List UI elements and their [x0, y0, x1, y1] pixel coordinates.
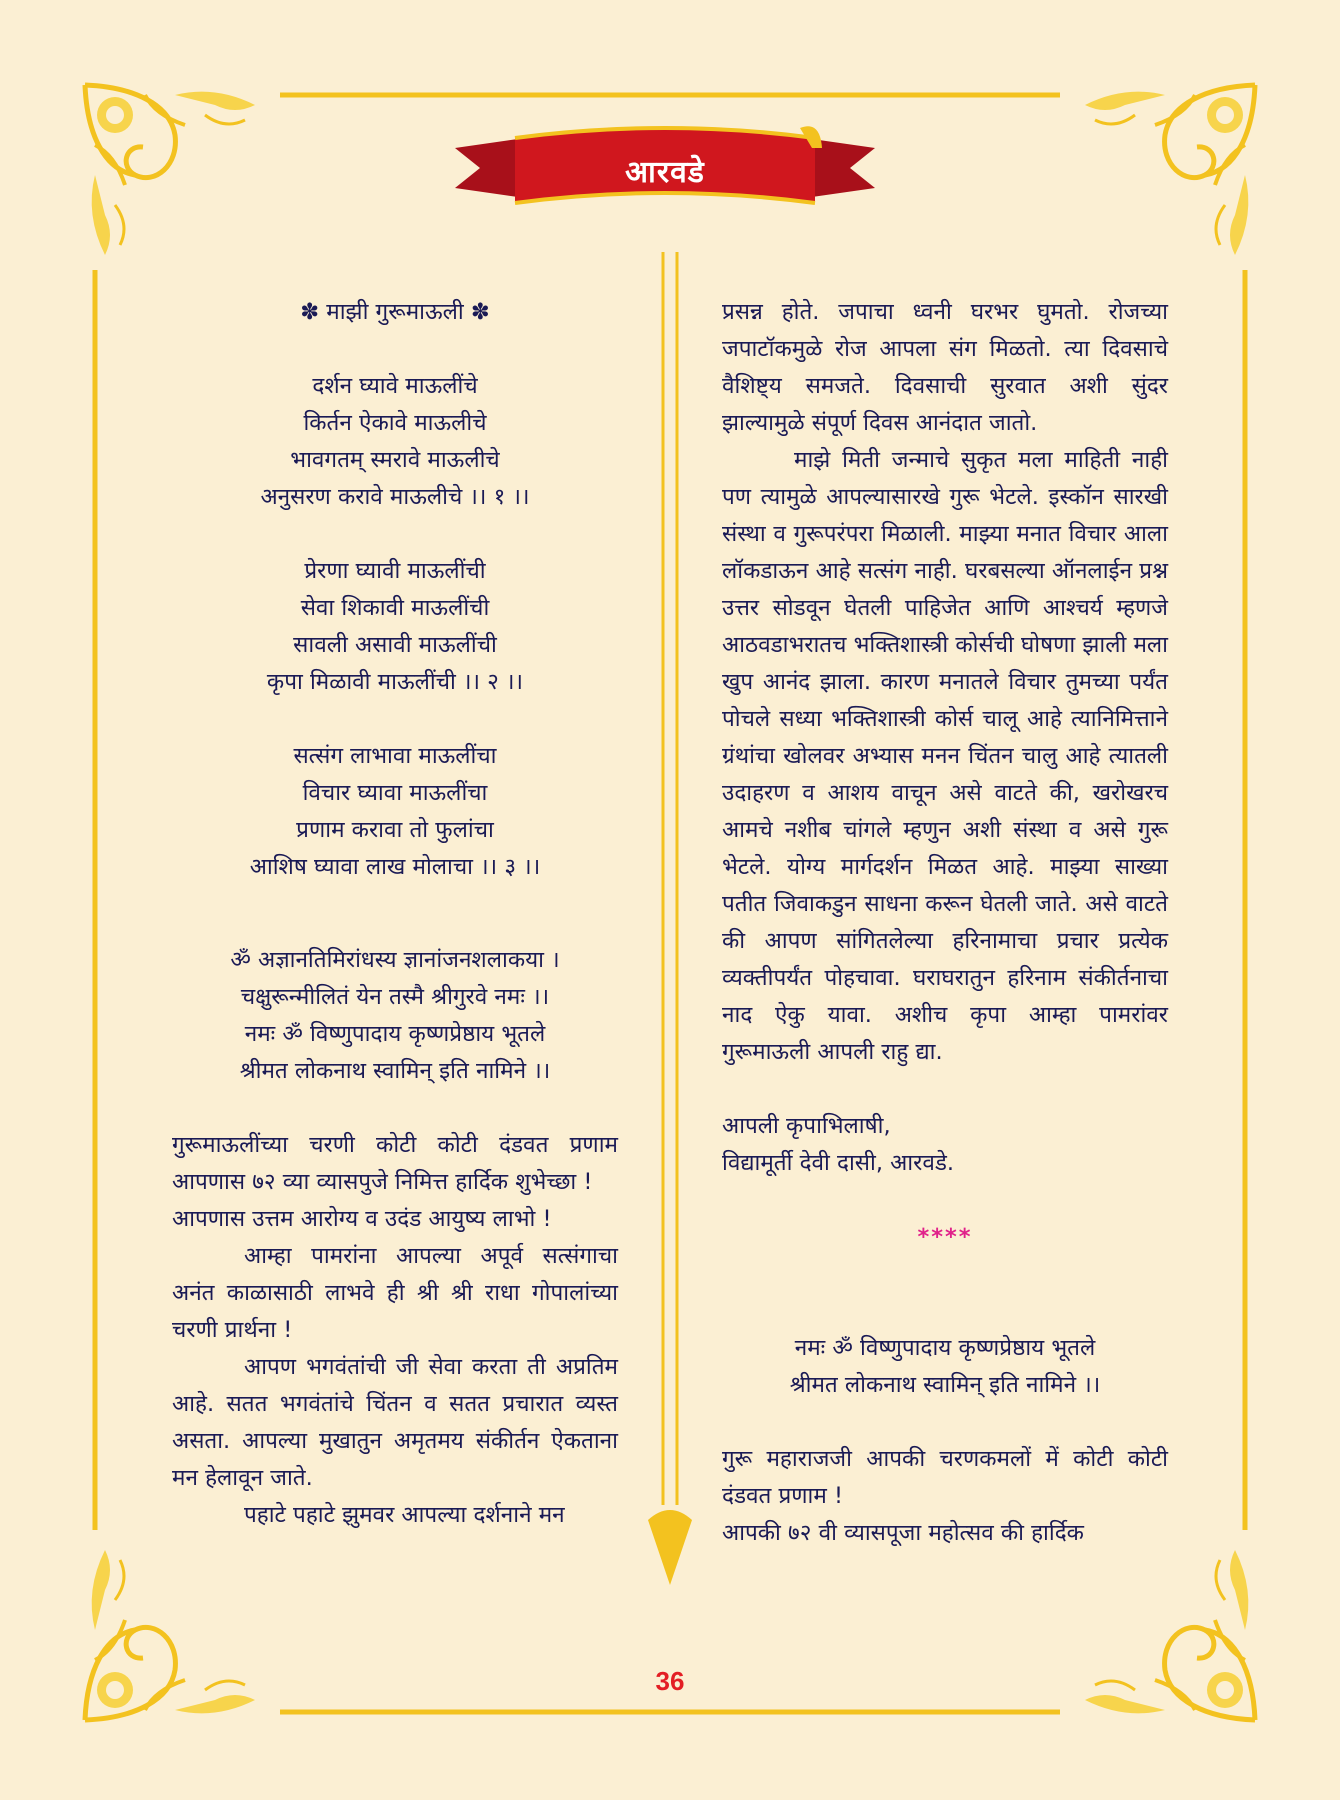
- poem-line: दर्शन घ्यावे माऊलींचे: [312, 373, 478, 399]
- mantra-line: ॐ अज्ञानतिमिरांधस्य ज्ञानांजनशलाकया ।: [230, 947, 560, 973]
- hindi-paragraph: आपकी ७२ वी व्यासपूजा महोत्सव की हार्दिक: [722, 1520, 1084, 1546]
- poem-line: अनुसरण करावे माऊलीचे ।। १ ।।: [260, 484, 530, 510]
- signature-name: विद्यामूर्ती देवी दासी, आरवडे.: [722, 1150, 955, 1176]
- left-column: [172, 294, 618, 1534]
- poem-line: कृपा मिळावी माऊलींची ।। २ ।।: [266, 669, 524, 695]
- page-number: 36: [655, 1666, 685, 1696]
- poem-line: भावगतम् स्मरावे माऊलीचे: [290, 447, 500, 473]
- poem-stanza: [172, 553, 618, 701]
- right-column: [722, 294, 1168, 1552]
- poem-line: आशिष घ्यावा लाख मोलाचा ।। ३ ।।: [249, 854, 541, 880]
- body-paragraph: प्रसन्न होते. जपाचा ध्वनी घरभर घुमतो. रोजच्या जपाटॉकमुळे रोज आपला संग मिळतो. त्या दिवसाचे वैशिष्ट्य समजते. दिवसाची सुरवात अशी सुंदर झाल्यामुळे संपूर्ण दिवस आनंदात जातो.: [722, 299, 1168, 436]
- mantra-line: नमः ॐ विष्णुपादाय कृष्णप्रेष्ठाय भूतले: [244, 1021, 546, 1047]
- signature-line: आपली कृपाभिलाषी,: [722, 1113, 891, 1139]
- body-paragraph: पहाटे पहाटे झुमवर आपल्या दर्शनाने मन: [244, 1502, 565, 1528]
- mantra-line: चक्षुरून्मीलितं येन तस्मै श्रीगुरवे नमः ।।: [240, 984, 550, 1010]
- page-title: आरवडे: [625, 155, 705, 190]
- body-paragraph: माझे मिती जन्माचे सुकृत मला माहिती नाही पण त्यामुळे आपल्यासारखे गुरू भेटले. इस्कॉन सारखी संस्था व गुरूपरंपरा मिळाली. माझ्या मनात विचार आला लॉकडाऊन आहे सत्संग नाही. घरबसल्या ऑनलाईन प्रश्न उत्तर सोडवून घेतली पाहिजेत आणि आश्चर्य म्हणजे आठवडाभरातच भक्तिशास्त्री कोर्सची घोषणा झाली मला खुप आनंद झाला. कारण मनातले विचार तुमच्या पर्यंत पोचले सध्या भक्तिशास्त्री कोर्स चालू आहे त्यानिमित्ताने ग्रंथांचा खोलवर अभ्यास मनन चिंतन चालु आहे त्यातली उदाहरण व आशय वाचून असे वाटते की, खरोखरच आमचे नशीब चांगले म्हणुन अशी संस्था व असे गुरू भेटले. योग्य मार्गदर्शन मिळत आहे. माझ्या साख्या पतीत जिवाकडुन साधना करून घेतली जाते. असे वाटते की आपण सांगितलेल्या हरिनामाचा प्रचार प्रत्येक व्यक्तीपर्यंत पोहचावा. घराघरातुन हरिनाम संकीर्तनाचा नाद ऐकु यावा. अशीच कृपा आम्हा पामरांवर गुरूमाऊली आपली राहु द्या.: [722, 447, 1168, 1065]
- body-paragraph: आम्हा पामरांना आपल्या अपूर्व सत्संगाचा अनंत काळासाठी लाभवे ही श्री श्री राधा गोपालांच्या चरणी प्रार्थना !: [172, 1243, 618, 1343]
- poem-line: विचार घ्यावा माऊलींचा: [302, 780, 488, 806]
- mantra-line: नमः ॐ विष्णुपादाय कृष्णप्रेष्ठाय भूतले: [794, 1335, 1096, 1361]
- poem-line: किर्तन ऐकावे माऊलीचे: [303, 410, 487, 436]
- body-paragraph: आपण भगवंतांची जी सेवा करता ती अप्रतिम आहे. सतत भगवंतांचे चिंतन व सतत प्रचारात व्यस्त असता. आपल्या मुखातुन अमृतमय संकीर्तन ऐकताना मन हेलावून जाते.: [172, 1354, 618, 1491]
- poem-line: सावली असावी माऊलींची: [293, 632, 497, 658]
- body-paragraph: आपणास उत्तम आरोग्य व उदंड आयुष्य लाभो !: [172, 1206, 552, 1232]
- poem-stanza: [172, 368, 618, 516]
- mantra-line: श्रीमत लोकनाथ स्वामिन् इति नामिने ।।: [789, 1372, 1101, 1398]
- poem-line: प्रेरणा घ्यावी माऊलींची: [304, 558, 486, 584]
- mantra-block: [172, 942, 618, 1090]
- hindi-paragraph: गुरू महाराजजी आपकी चरणकमलों में कोटी कोटी दंडवत प्रणाम !: [722, 1446, 1168, 1509]
- mantra-line: श्रीमत लोकनाथ स्वामिन् इति नामिने ।।: [239, 1058, 551, 1084]
- body-paragraph: गुरूमाऊलींच्या चरणी कोटी कोटी दंडवत प्रणाम आपणास ७२ व्या व्यासपुजे निमित्त हार्दिक शुभेच्छा !: [172, 1132, 618, 1195]
- poem-heading: ✽ माझी गुरूमाऊली ✽: [300, 299, 490, 325]
- poem-line: सत्संग लाभावा माऊलींचा: [293, 743, 497, 769]
- poem-line: सेवा शिकावी माऊलींची: [300, 595, 490, 621]
- poem-stanza: [172, 738, 618, 886]
- separator-stars: ****: [917, 1224, 973, 1250]
- poem-line: प्रणाम करावा तो फुलांचा: [296, 817, 494, 843]
